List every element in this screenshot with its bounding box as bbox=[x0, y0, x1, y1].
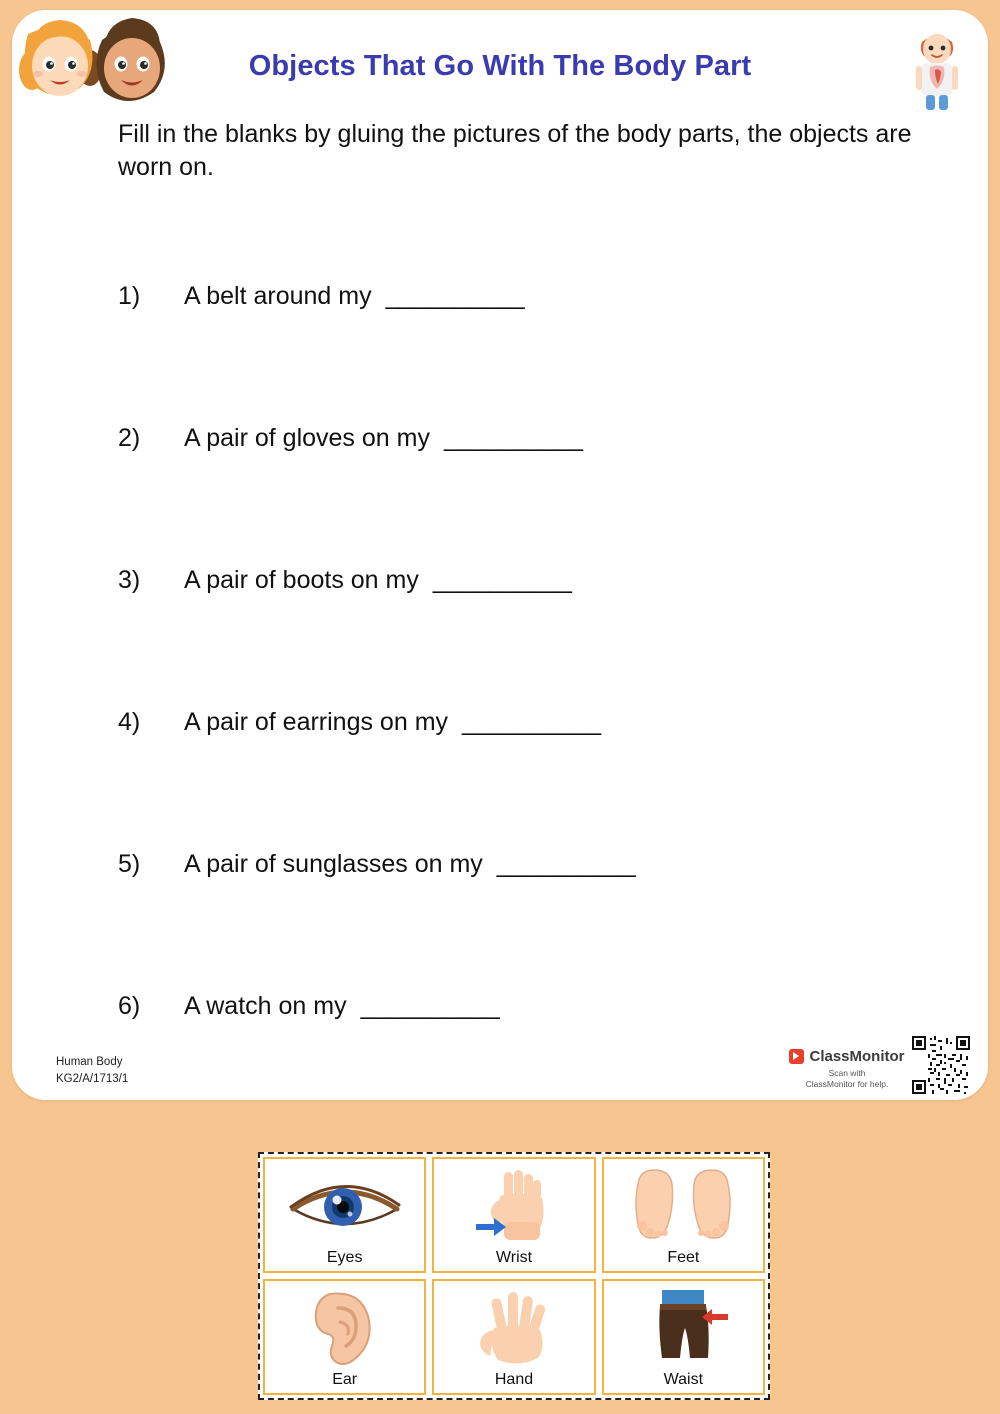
brand-subtext-line2: ClassMonitor for help. bbox=[805, 1079, 889, 1090]
question-row bbox=[118, 424, 938, 566]
wrist-icon bbox=[434, 1163, 593, 1249]
classmonitor-logo-icon bbox=[789, 1049, 804, 1064]
cutout-strip bbox=[258, 1152, 770, 1400]
question-text: A belt around my bbox=[184, 282, 372, 310]
question-text: A pair of boots on my bbox=[184, 566, 419, 594]
worksheet-code bbox=[56, 1054, 128, 1089]
cutout-label: Eyes bbox=[326, 1249, 363, 1266]
cutout-label: Wrist bbox=[495, 1249, 533, 1266]
cutout-label: Hand bbox=[494, 1371, 534, 1388]
qr-code[interactable] bbox=[912, 1036, 970, 1094]
question-row bbox=[118, 566, 938, 708]
instructions-text: Fill in the blanks by gluing the pictures of the body parts, the objects are worn on. bbox=[118, 120, 912, 181]
code-label: KG2/A/1713/1 bbox=[56, 1073, 129, 1086]
answer-blank[interactable]: __________ bbox=[443, 424, 584, 452]
cutout-card-waist[interactable] bbox=[602, 1279, 765, 1395]
cutout-label: Waist bbox=[663, 1371, 704, 1388]
topic-label: Human Body bbox=[56, 1056, 123, 1068]
answer-blank[interactable]: __________ bbox=[496, 850, 636, 878]
brand-row bbox=[782, 1048, 912, 1065]
cutout-card-eyes[interactable] bbox=[263, 1157, 426, 1273]
qr-code-icon bbox=[912, 1036, 970, 1094]
feet-icon bbox=[604, 1163, 763, 1249]
answer-blank[interactable]: __________ bbox=[360, 992, 500, 1020]
cutout-card-ear[interactable] bbox=[263, 1279, 426, 1395]
brand-block bbox=[782, 1048, 912, 1091]
question-row bbox=[118, 850, 938, 992]
eye-icon bbox=[265, 1163, 424, 1249]
question-text: A watch on my bbox=[184, 992, 347, 1020]
cutout-card-feet[interactable] bbox=[602, 1157, 765, 1273]
hand-icon bbox=[434, 1285, 593, 1371]
question-number: 2) bbox=[118, 424, 141, 452]
brand-subtext-line1: Scan with bbox=[828, 1068, 866, 1078]
answer-blank[interactable]: __________ bbox=[385, 282, 525, 310]
cutout-label: Feet bbox=[667, 1249, 700, 1266]
ear-icon bbox=[265, 1285, 424, 1371]
question-row bbox=[118, 282, 938, 424]
question-row bbox=[118, 708, 938, 850]
answer-blank[interactable]: __________ bbox=[462, 708, 602, 736]
question-number: 5) bbox=[118, 850, 141, 878]
cutout-card-hand[interactable] bbox=[432, 1279, 595, 1395]
question-text: A pair of gloves on my bbox=[184, 424, 430, 452]
question-number: 4) bbox=[118, 708, 141, 736]
waist-icon bbox=[604, 1285, 763, 1371]
questions-list bbox=[118, 282, 938, 1134]
question-number: 1) bbox=[118, 282, 141, 310]
question-number: 6) bbox=[118, 992, 141, 1020]
brand-name: ClassMonitor bbox=[809, 1048, 905, 1065]
question-text: A pair of earrings on my bbox=[184, 708, 449, 736]
brand-subtext bbox=[782, 1068, 912, 1091]
answer-blank[interactable]: __________ bbox=[432, 566, 572, 594]
worksheet-card bbox=[12, 10, 988, 1100]
page-title: Objects That Go With The Body Part bbox=[248, 50, 752, 82]
cutout-label: Ear bbox=[332, 1371, 358, 1388]
question-text: A pair of sunglasses on my bbox=[184, 850, 483, 878]
cutout-card-wrist[interactable] bbox=[432, 1157, 595, 1273]
question-number: 3) bbox=[118, 566, 141, 594]
